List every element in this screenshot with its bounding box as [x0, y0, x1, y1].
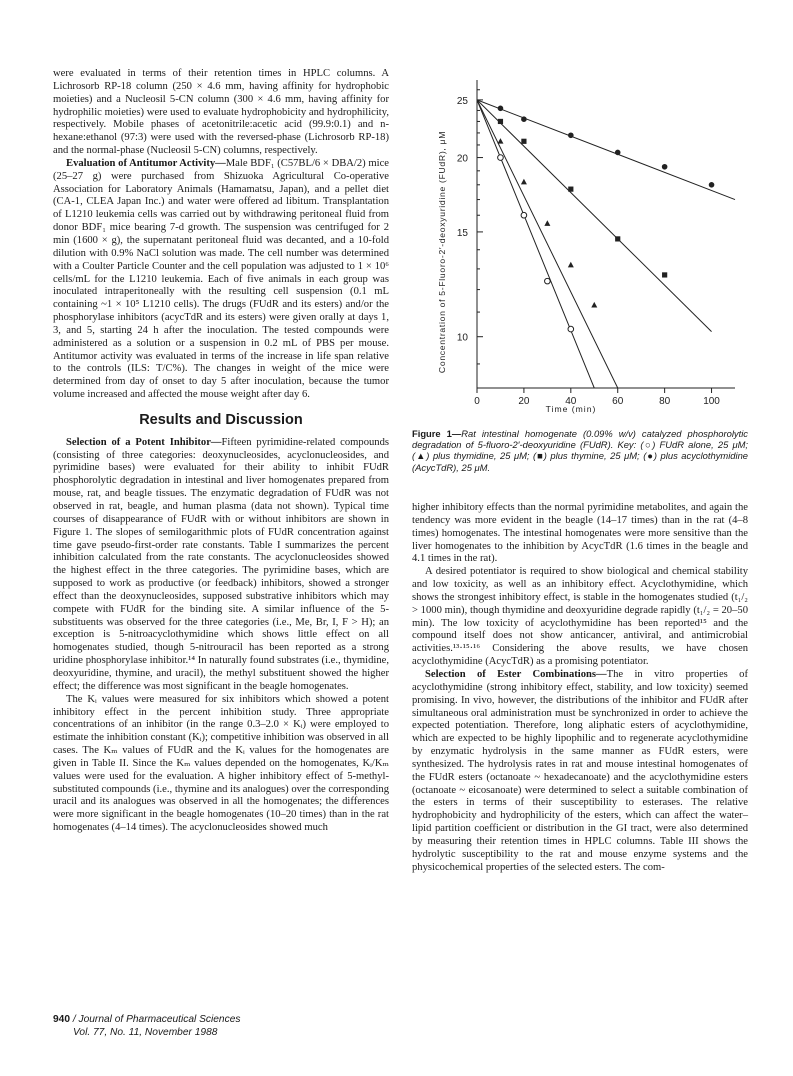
y-tick-label: 15 [456, 227, 468, 239]
series-line-3 [477, 100, 712, 332]
figure-caption [412, 428, 748, 473]
data-point [497, 138, 503, 144]
data-point [615, 150, 621, 156]
x-tick-label: 80 [659, 396, 671, 407]
data-point [591, 302, 597, 308]
paragraph [53, 437, 389, 694]
paragraph: higher inhibitory effects than the normal pyrimidine metabolites, and again the tendency was more evident in the beagle (14–17 times) than in the rat (4–8 times) homogenates. The intestinal homogenates were more sensitive than the liver homogenates to the inhibition by AcycTdR (1.6 times in the beagle and 4.1 times in the rat). [412, 502, 748, 565]
journal-name: / Journal of Pharmaceutical Sciences [72, 1014, 241, 1025]
y-tick-label: 10 [456, 332, 468, 344]
paragraph [53, 158, 389, 402]
page-number: 940 [53, 1014, 70, 1025]
series-points [497, 105, 714, 331]
data-point [521, 179, 527, 185]
x-axis-label: Time (min) [545, 404, 597, 414]
data-point [498, 119, 503, 124]
x-tick-label: 0 [474, 396, 480, 407]
series-lines [477, 100, 735, 388]
data-point [568, 262, 574, 268]
data-point [544, 220, 550, 226]
data-point [709, 182, 715, 188]
left-column [53, 68, 389, 835]
volume-info: Vol. 77, No. 11, November 1988 [73, 1026, 218, 1038]
data-point [498, 105, 504, 111]
data-point [521, 212, 527, 218]
data-point [545, 278, 551, 284]
data-point [662, 272, 667, 277]
data-point [521, 139, 526, 144]
x-tick-label: 20 [518, 396, 530, 407]
run-in-heading: Selection of a Potent Inhibitor— [66, 436, 222, 448]
x-tick-label: 100 [703, 396, 720, 407]
data-point [568, 187, 573, 192]
paragraph: were evaluated in terms of their retention times in HPLC columns. A Lichrosorb RP-18 column (250 × 4.6 mm, having affinity for hydrophobic moieties) and a Nucleosil 5-CN column (300 × 4.6 mm, having affinity for hydrophilic moieties) were used to evaluate hydrophobicity and hydrophilicity, respectively. Mobile phases of acetonitrile:acetic acid (99.9:0.1) and n-hexane:ethanol (97:3) were used with the reversed-phase (Lichrosorb RP-18) and the normal-phase (Nucleosil 5-CN) columns, respectively. [53, 68, 389, 157]
data-point [568, 326, 574, 332]
series-line-4 [477, 100, 735, 200]
series-line-1 [477, 100, 594, 388]
run-in-heading: Evaluation of Antitumor Activity— [66, 157, 226, 169]
data-point [615, 236, 620, 241]
y-axis-label: Concentration of 5-Fluoro-2′-deoxyuridine (FUdR), μM [437, 130, 447, 374]
data-point [568, 132, 574, 138]
paragraph-body: The in vitro properties of acyclothymidine (strong inhibitory effect, stability, and low toxicity) seemed promising. In vivo, however, the distributions of the inhibitor and FUdR after simultaneous oral administration must be synchronized in order to achieve the expected potentiation. Therefore, long aliphatic esters of acyclothymidine, which are expected to be highly lipophilic and to regenerate acyclothymidine by enzymatic hydrolysis in the same manner as FUdR esters, were synthesized. The hydrolysis rates in rat and mouse intestinal homogenates of the FUdR esters (octanoate ~ hexadecanoate) and the acyclothymidine esters (octanoate ~ eicosanoate) were determined to select a suitable combination of the esters in terms of their susceptibility to esterases. The relative hydrophobicity and hydrophilicity of the esters, which can affect the water–lipid partition coefficient or distribution in the GI tract, were also determined by measuring their retention times in HPLC columns. Table III shows the hydrolytic susceptibility to the rat and mouse enzyme systems and the physicochemical properties of the selected esters. The com- [412, 668, 748, 873]
run-in-heading: Selection of Ester Combinations— [425, 668, 607, 680]
paragraph-body: Fifteen pyrimidine-related compounds (consisting of three categories: deoxynucleosides, acyclonucleosides, and pyrimidine bases) were evaluated for their ability to inhibit FUdR phosphorolytic degradation in intestinal and liver homogenates prepared from mouse, rat, and beagle tissues. The enzymatic degradation of FUdR was not observed in rat, beagle, and human plasma (data not shown). Typical time courses of disappearance of FUdR with or without inhibitors are shown in Figure 1. The slopes of semilogarithmic plots of FUdR concentration against time gave pseudo-first-order rate constants. Table I summarizes the percent inhibition calculated from the rate constants. The acyclonucleosides showed the highest effect in the three categories. The pyrimidine bases, which are supposed to work as productive (or feedback) inhibitors, showed a stronger effect than the deoxynucleosides, supposed substrative inhibitors which may compete with FUdR for the binding site. A similar influence of the 5-substituents was observed for the three categories (i.e., Me, Br, I, F > H); an exception is 5-nitroacyclothymidine which shows little effect on all homogenates studied, though 5-nitrouracil has been reported as a strong uridine phosphorylase inhibitor.¹⁴ In naturally found substrates (i.e., thymidine, deoxyuridine, thymine, and uracil), the methyl substituent showed the higher effect; the difference was most significant in the beagle homogenates. [53, 436, 390, 692]
figure-label: Figure 1— [412, 428, 462, 439]
y-tick-label: 25 [456, 95, 468, 107]
paragraph [412, 669, 748, 875]
data-point [498, 155, 504, 161]
figure-1-chart [405, 70, 750, 420]
x-tick-label: 40 [565, 396, 577, 407]
right-column [412, 502, 748, 874]
paragraph-body: Male BDF₁ (C57BL/6 × DBA/2) mice (25–27 g) were purchased from Shizuoka Agricultural Co-operative Association for Laboratory Animals (Hamamatsu, Japan), and a pellet diet (CA-1, CLEA Japan Inc.) and water were offered ad libitum. Transplantation of L1210 leukemia cells was carried out by withdrawing peritoneal fluid from donor BDF₁ mice bearing 7-d growth. The suspension was centrifuged for 2 min (1600 × g), the supernatant peritoneal fluid was decanted, and a 10-fold dilution with 0.9% NaCl solution was made. The cell number was determined with a Coulter Particle Counter and the cell population was adjusted to 1 × 10⁶ cells/mL for the L1210 leukemia. Each of five animals in each group was inoculated intraperitoneally with the resulting cell suspension (0.1 mL containing ~1 × 10⁵ L1210 cells). The drugs (FUdR and its esters) and/or the phosphorylase inhibitors (acycTdR and its esters) were given orally at days 1, 3, and 5, starting 24 h after the inoculation. The tested compounds were administered as a solution or a suspension in 0.2 mL of PBS per mouse. Antitumor activity was evaluated in terms of the increase in life span relative to the controls (ILS: T/C%). The changes in weight of the mice were determined from day of onset to day 5 after inoculation, because the tumor volume increased and affected the mouse weight after day 6. [53, 157, 389, 401]
data-point [521, 116, 527, 122]
y-tick-label: 20 [456, 153, 468, 165]
paragraph: The Kᵢ values were measured for six inhibitors which showed a potent inhibitory effect in the percent inhibition study. Three appropriate concentrations of an inhibitor (in the range 0.3–2.0 × Kᵢ) were employed to estimate the inhibition constant (Kᵢ); competitive inhibition was observed in all cases. The Kₘ values of FUdR and the Kᵢ values for the homogenates are given in Table II. Since the Kₘ values depended on the homogenates, Kᵢ/Kₘ values were used for the evaluation. A higher inhibitory effect of 5-methyl-substituted compounds (i.e., thymine and its analogues) over the corresponding uracil and its analogues was observed in all the homogenates; the differences were more significant in the beagle homogenates (10–20 times) than in the rat homogenates (4–14 times). The acyclonucleosides showed much [53, 693, 389, 834]
caption-text: Rat intestinal homogenate (0.09% w/v) catalyzed phosphorolytic degradation of 5-fluoro-2′-deoxyuridine (FUdR). Key: (○) FUdR alone, 25 μM; (▲) plus thymidine, 25 μM; (■) plus thymine, 25 μM; (●) plus acyclothymidine (AcycTdR), 25 μM. [412, 428, 748, 473]
paragraph: A desired potentiator is required to show biological and chemical stability and low toxicity, as well as an inhibitory effect. Acyclothymidine, which shows the strongest inhibitory effect, is stable in the homogenates studied (t₁/₂ > 1000 min), though thymidine and deoxyuridine degrade rapidly (t₁/₂ = 20–50 min). The low toxicity of acyclothymidine has been reported¹⁵ and the compound itself does not show anticancer, antiviral, and antimicrobial activities.¹³·¹⁵·¹⁶ Considering the above results, we have chosen acyclothymidine (AcycTdR) as a promising potentiator. [412, 566, 748, 668]
page-footer [53, 1014, 240, 1039]
chart-axes [457, 80, 735, 407]
section-heading: Results and Discussion [139, 411, 303, 428]
x-tick-label: 60 [612, 396, 624, 407]
data-point [662, 164, 668, 170]
